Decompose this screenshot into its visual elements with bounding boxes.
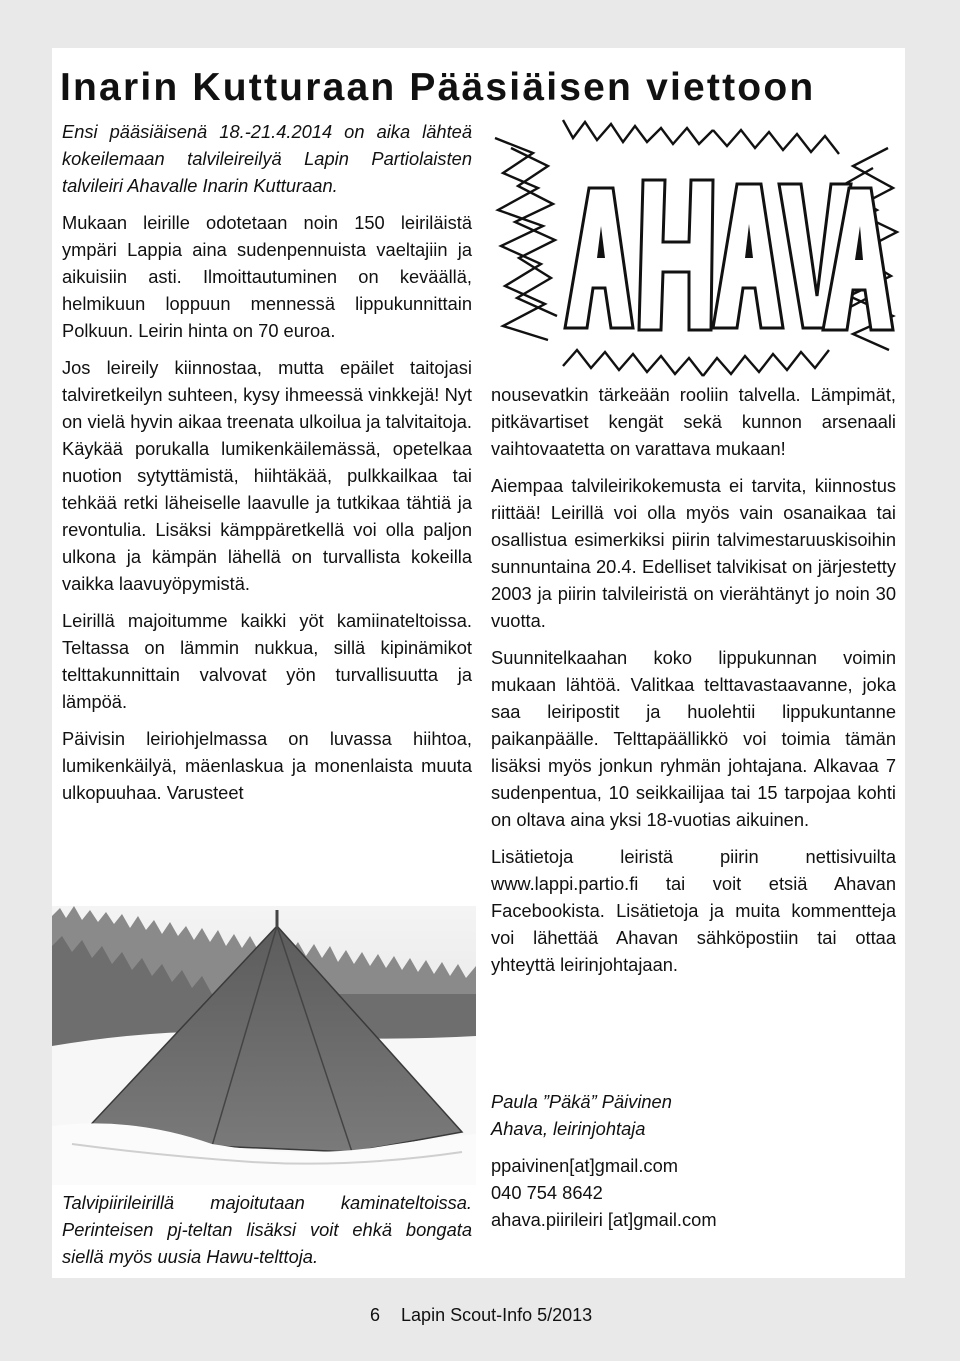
publication-name: Lapin Scout-Info 5/2013 [401, 1305, 593, 1325]
paragraph-more-info: Lisätietoja leiristä piirin nettisivuilta www.lappi.partio.fi tai voit etsiä Ahavan Facebookista. Lisätietoja ja muita kommentteja voi lähettää Ahavan sähköpostiin tai ottaa yhteyttä leirinjohtajaan. [491, 846, 896, 975]
paragraph-accommodation: Leirillä majoitumme kaikki yöt kamiinateltoissa. Teltassa on lämmin nukkua, sillä kipinämikot telttakunnittain valvovat yön turvallisuutta ja lämpöä. [62, 610, 472, 712]
left-column [62, 118, 472, 806]
paragraph-program: Päivisin leiriohjelmassa on luvassa hiihtoa, lumikenkäilyä, mäenlaskua ja monenlaista muuta ulkopuuhaa. Varusteet [62, 728, 472, 803]
ahava-logo [493, 118, 905, 380]
contact-email-camp: ahava.piirileiri [at]gmail.com [491, 1209, 717, 1230]
paragraph-experience: Aiempaa talvileirikokemusta ei tarvita, kiinnostus riittää! Leirillä voi olla myös vain osanaikaa tai osallistua esimerkiksi piirin talvimestaruuskisoihin sunnuntaina 20.4. Edelliset talvikisat on järjestetty 2003 ja piirin talvileiristä on vierähtänyt jo noin 30 vuotta. [491, 475, 896, 631]
article-title: Inarin Kutturaan Pääsiäisen viettoon [60, 66, 816, 109]
page-footer [370, 1305, 592, 1326]
paragraph-skills: Jos leireily kiinnostaa, mutta epäilet taitojasi talviretkeilyn suhteen, kysy ihmeessä vinkkejä! Nyt on vielä hyvin aikaa treenata ulkoilua ja talvitaitoja. Käykää porukalla lumikenkäilemässä, opetelkaa nuotion sytyttämistä, hiihtäkää, pulkkailkaa tai tehkää retki läheiselle laavulle ja tutkikaa tähtiä ja revontulia. Lisäksi kämppäretkellä voi olla paljon ulkona ja kämpän lähellä on turvallista kokeilla vaikka laavuyöpymistä. [62, 357, 472, 594]
paragraph-participants: Mukaan leirille odotetaan noin 150 leiriläistä ympäri Lappia aina sudenpennuista vaeltajiin ja aikuisiin asti. Ilmoittautuminen on keväällä, helmikuun loppuun mennessä lippukunnittain Polkuun. Leirin hinta on 70 euroa. [62, 212, 472, 341]
tent-photo [52, 906, 476, 1185]
right-column [491, 381, 896, 988]
intro-paragraph: Ensi pääsiäisenä 18.-21.4.2014 on aika lähteä kokeilemaan talvileireilyä Lapin Partiolaisten talvileiri Ahavalle Inarin Kutturaan. [62, 121, 472, 196]
author-name: Paula ”Päkä” Päivinen [491, 1091, 672, 1112]
author-role: Ahava, leirinjohtaja [491, 1118, 646, 1139]
paragraph-equipment: nousevatkin tärkeään rooliin talvella. Lämpimät, pitkävartiset kengät sekä kunnon arsenaali vaihtovaatetta on varattava mukaan! [491, 384, 896, 459]
page-number: 6 [370, 1305, 381, 1325]
contact-phone: 040 754 8642 [491, 1182, 603, 1203]
contact-block [491, 1152, 896, 1233]
author-block [491, 1088, 896, 1142]
photo-caption: Talvipiirileirillä majoitutaan kaminateltoissa. Perinteisen pj-teltan lisäksi voit ehkä bongata siellä myös uusia Hawu-telttoja. [62, 1192, 472, 1267]
signature-block [491, 1088, 896, 1243]
paragraph-planning: Suunnitelkaahan koko lippukunnan voimin mukaan lähtöä. Valitkaa telttavastaavanne, joka saa leiripostit ja huolehtii lippukuntanne paikanpäälle. Telttapäällikkö voi toimia tämän lisäksi myös jonkun ryhmän johtajana. Alkavaa 7 sudenpentua, 10 seikkailijaa tai 15 tarpojaa kohti on oltava aina yksi 18-vuotias aikuinen. [491, 647, 896, 830]
contact-email: ppaivinen[at]gmail.com [491, 1155, 678, 1176]
